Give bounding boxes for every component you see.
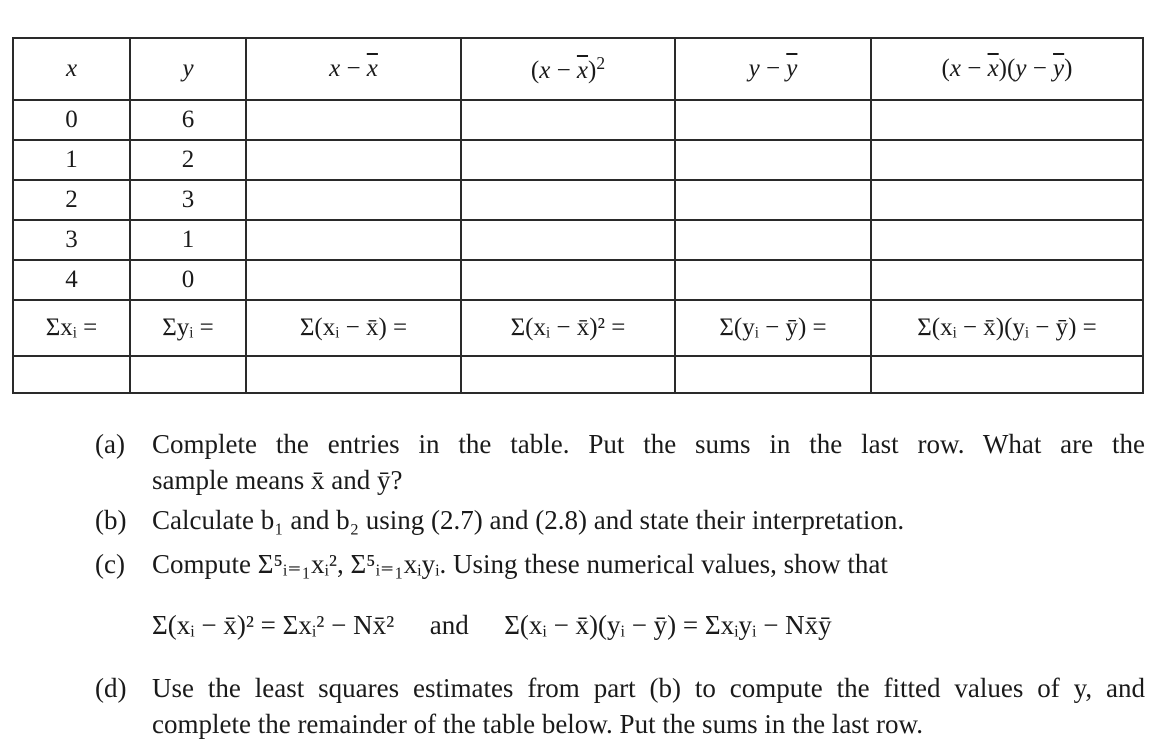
blank-row — [13, 356, 1143, 393]
cell-empty — [461, 100, 675, 140]
table-row — [13, 260, 1143, 300]
equation-right: Σ(xᵢ − x̄)(yᵢ − ȳ) = Σxᵢyᵢ − Nx̄ȳ — [504, 610, 832, 640]
cell-empty — [871, 220, 1143, 260]
table-row — [13, 180, 1143, 220]
cell-empty — [675, 180, 871, 220]
cell-empty — [871, 180, 1143, 220]
cell-empty — [246, 180, 461, 220]
equation-connector: and — [429, 610, 469, 640]
header-row — [13, 38, 1143, 100]
cell-empty — [871, 356, 1143, 393]
cell-x: 4 — [13, 260, 130, 300]
question-text: Compute Σ⁵ᵢ₌₁xᵢ², Σ⁵ᵢ₌₁xᵢyᵢ. Using these numerical values, show that — [152, 549, 888, 579]
cell-empty — [871, 100, 1143, 140]
header-x: x — [13, 38, 130, 100]
cell-empty — [675, 100, 871, 140]
question-label: (c) — [95, 549, 125, 579]
cell-empty — [675, 260, 871, 300]
question-d — [95, 670, 1145, 742]
header-x-minus-mean: $x - \overline{x}$ — [246, 38, 461, 100]
cell-empty — [246, 100, 461, 140]
cell-empty — [871, 260, 1143, 300]
cell-empty — [675, 220, 871, 260]
cell-empty — [246, 140, 461, 180]
worksheet-table — [12, 37, 1144, 394]
cell-empty — [461, 140, 675, 180]
table-row — [13, 100, 1143, 140]
table-row — [13, 140, 1143, 180]
cell-empty — [461, 260, 675, 300]
cell-y: 3 — [130, 180, 246, 220]
cell-empty — [461, 180, 675, 220]
question-b — [95, 502, 1145, 538]
question-text: Calculate b₁ and b₂ using (2.7) and (2.8) and state their interpretation. — [152, 505, 905, 535]
cell-empty — [246, 356, 461, 393]
question-c — [95, 546, 1145, 582]
header-y-minus-mean: $y - \overline{y}$ — [675, 38, 871, 100]
cell-y: 2 — [130, 140, 246, 180]
header-x-dev-squared: $(x - \overline{x})^2$ — [461, 38, 675, 100]
identity-equation — [152, 610, 832, 641]
header-y: y — [130, 38, 246, 100]
equation-left: Σ(xᵢ − x̄)² = Σxᵢ² − Nx̄² — [152, 610, 395, 640]
sum-cross-product: Σ(xᵢ − x̄)(yᵢ − ȳ) = — [871, 300, 1143, 356]
sum-row — [13, 300, 1143, 356]
question-text: Use the least squares estimates from part (b) to compute the fitted values of y, and — [152, 673, 1145, 703]
question-label: (b) — [95, 505, 127, 535]
cell-y: 0 — [130, 260, 246, 300]
header-cross-product: $(x - \overline{x})(y - \overline{y})$ — [871, 38, 1143, 100]
cell-empty — [461, 220, 675, 260]
question-label: (d) — [95, 673, 127, 703]
sum-x-dev: Σ(xᵢ − x̄) = — [246, 300, 461, 356]
cell-x: 3 — [13, 220, 130, 260]
cell-empty — [130, 356, 246, 393]
question-text: Complete the entries in the table. Put the sums in the last row. What are the — [152, 429, 1145, 459]
cell-x: 1 — [13, 140, 130, 180]
sum-y-dev: Σ(yᵢ − ȳ) = — [675, 300, 871, 356]
cell-y: 1 — [130, 220, 246, 260]
sum-x-dev-squared: Σ(xᵢ − x̄)² = — [461, 300, 675, 356]
question-label: (a) — [95, 429, 125, 459]
table-row — [13, 220, 1143, 260]
cell-empty — [13, 356, 130, 393]
cell-y: 6 — [130, 100, 246, 140]
cell-empty — [246, 260, 461, 300]
cell-empty — [461, 356, 675, 393]
cell-x: 2 — [13, 180, 130, 220]
question-text: complete the remainder of the table below. Put the sums in the last row. — [152, 709, 924, 739]
cell-empty — [675, 140, 871, 180]
sum-x: Σxᵢ = — [13, 300, 130, 356]
cell-x: 0 — [13, 100, 130, 140]
sum-y: Σyᵢ = — [130, 300, 246, 356]
question-text: sample means x̄ and ȳ? — [152, 465, 403, 495]
cell-empty — [871, 140, 1143, 180]
cell-empty — [246, 220, 461, 260]
question-a — [95, 426, 1145, 498]
cell-empty — [675, 356, 871, 393]
